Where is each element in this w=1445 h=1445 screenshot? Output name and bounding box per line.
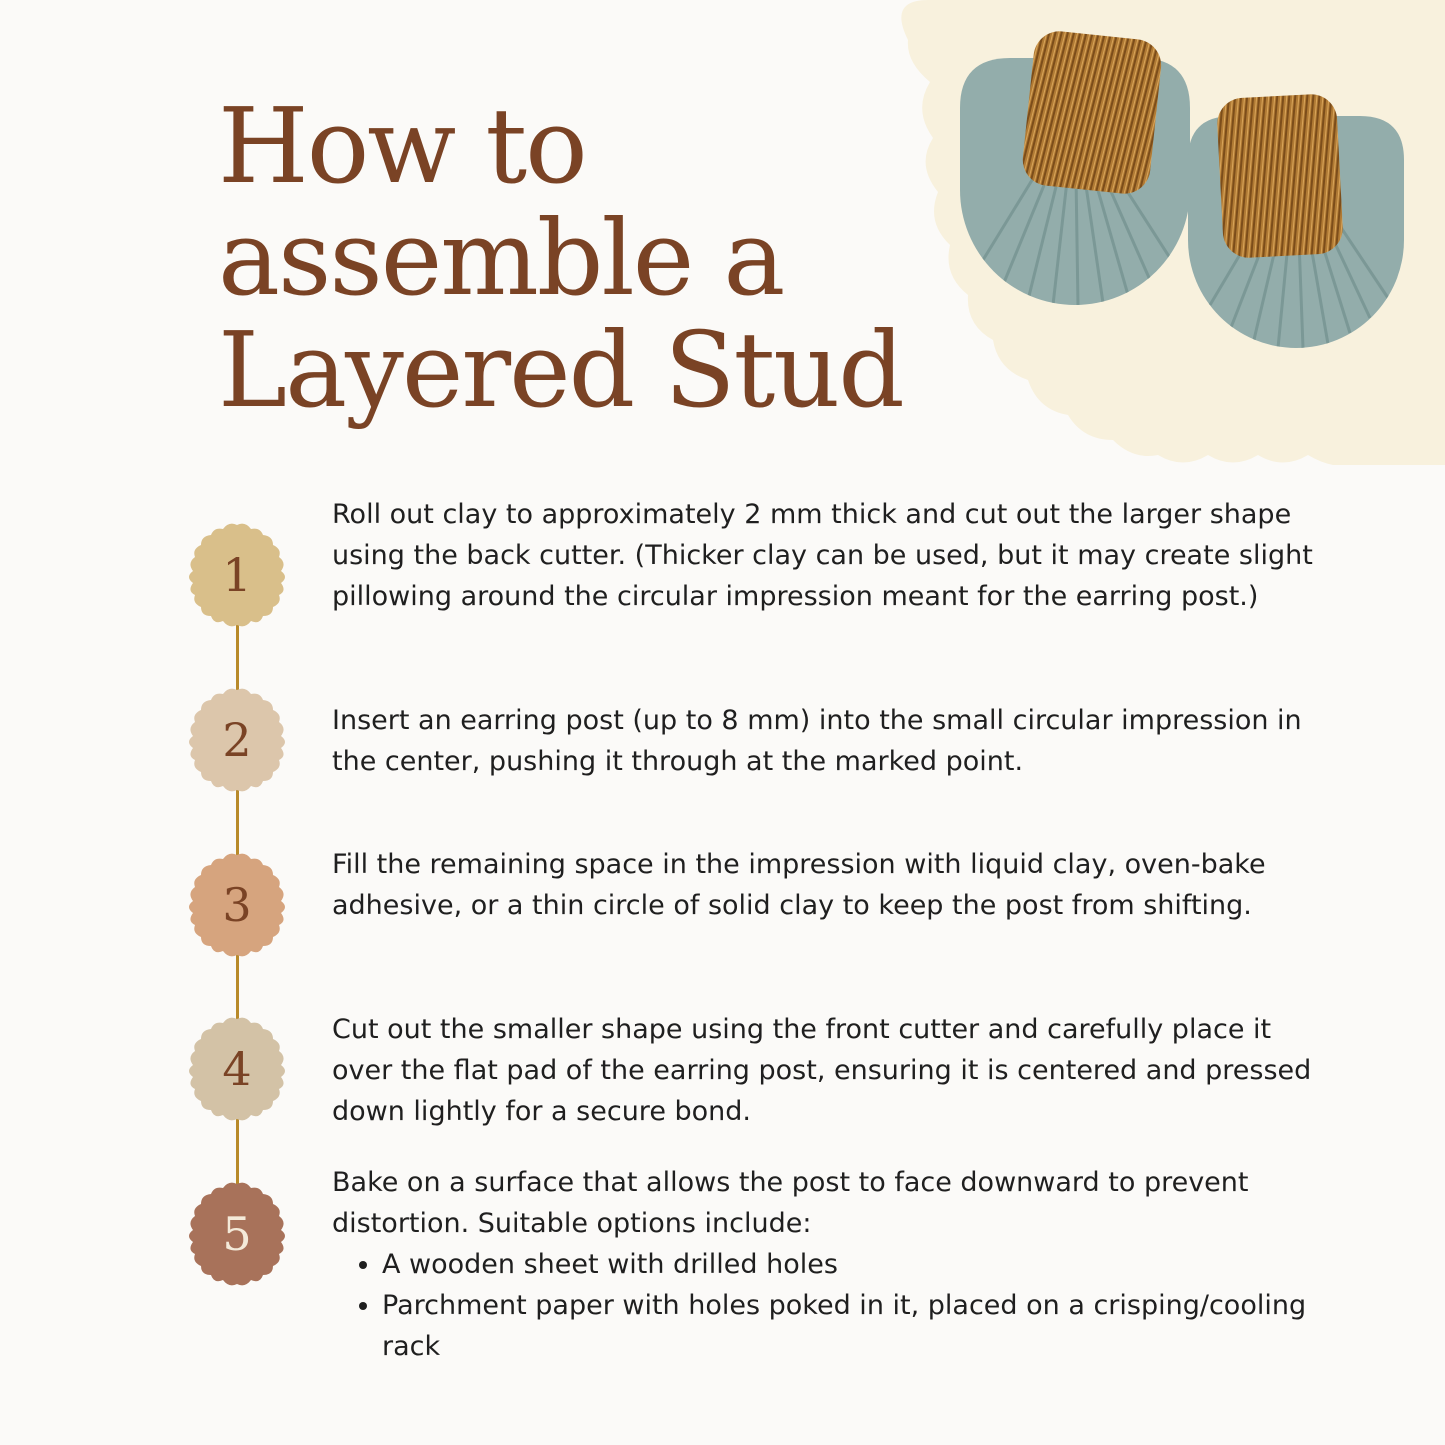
- step-2-badge: [183, 686, 291, 794]
- step-5-bullet-list: [332, 1244, 1332, 1367]
- bullet-item: • Parchment paper with holes poked in it, placed on a crisping/cooling rack: [382, 1285, 1332, 1367]
- step-3-number: 3: [222, 878, 252, 932]
- step-4-badge: [183, 1015, 291, 1123]
- step-3-text: Fill the remaining space in the impression with liquid clay, oven-bake adhesive, or a thin circle of solid clay to keep the post from shifting.: [332, 849, 1266, 921]
- step-5-badge: [183, 1180, 291, 1288]
- step-5-number: 5: [222, 1207, 252, 1261]
- step-5-block: [332, 1162, 1332, 1367]
- step-1-number: 1: [222, 548, 252, 602]
- step-2-number: 2: [222, 713, 252, 767]
- title-line-2: assemble a: [218, 197, 784, 319]
- step-4-text: Cut out the smaller shape using the front cutter and carefully place it over the flat pad of the earring post, ensuring it is centered and pressed down lightly for a secure bond.: [332, 1014, 1312, 1127]
- earring-photo: [888, 0, 1445, 465]
- page-title: [218, 85, 903, 431]
- step-4-number: 4: [222, 1042, 252, 1096]
- step-2-text: Insert an earring post (up to 8 mm) into the small circular impression in the center, pushing it through at the marked point.: [332, 705, 1302, 777]
- step-1-text: Roll out clay to approximately 2 mm thick and cut out the larger shape using the back cutter. (Thicker clay can be used, but it may create slight pillowing around the circular impression meant for the earring post.): [332, 499, 1313, 612]
- title-line-3: Layered Stud: [218, 309, 903, 431]
- step-3-badge: [183, 851, 291, 959]
- title-line-1: How to: [218, 85, 586, 207]
- step-1-badge: [183, 521, 291, 629]
- bullet-item: • A wooden sheet with drilled holes: [382, 1244, 1332, 1285]
- step-5-text: Bake on a surface that allows the post to face downward to prevent distortion. Suitable options include:: [332, 1167, 1249, 1239]
